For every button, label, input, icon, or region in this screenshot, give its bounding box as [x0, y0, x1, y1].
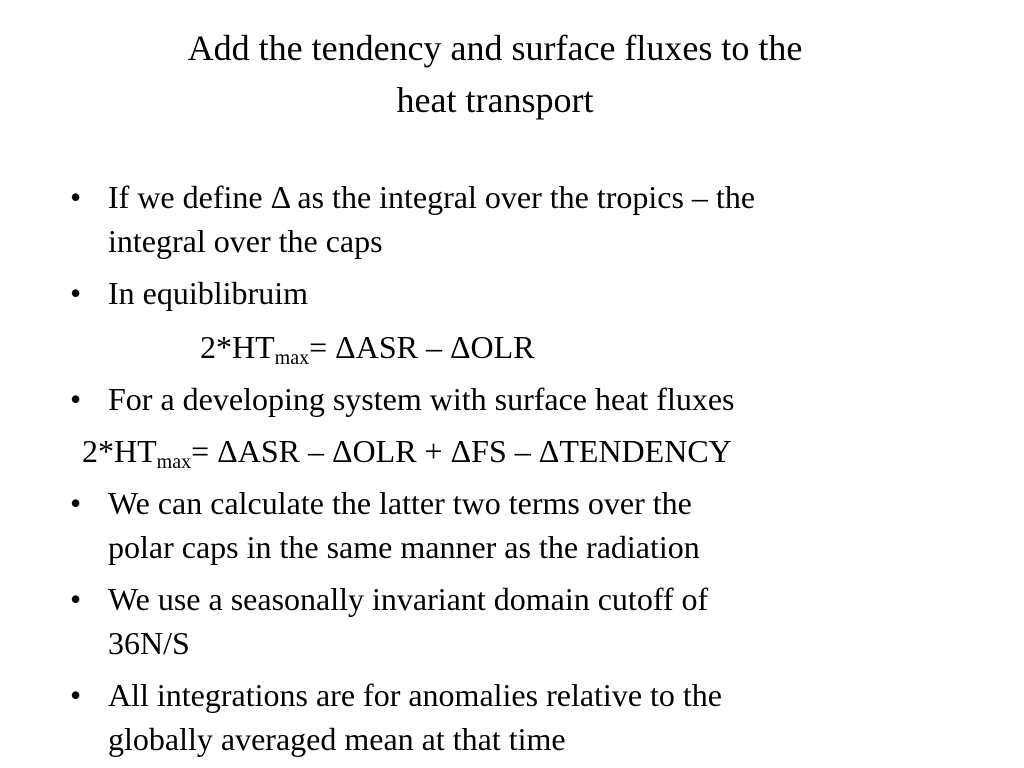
bullet-marker: • [70, 179, 82, 215]
bullet-marker: • [70, 275, 82, 311]
bullet-6-line1: All integrations are for anomalies relative to the [108, 677, 722, 713]
bullet-marker: • [70, 677, 82, 713]
slide-title [90, 22, 900, 126]
slide-title-line2: heat transport [396, 80, 594, 120]
equation-1-subscript: max [274, 347, 310, 369]
bullet-marker: • [70, 381, 82, 417]
bullet-5-line2: 36N/S [108, 625, 190, 661]
bullet-5-line1: We use a seasonally invariant domain cutoff of [108, 581, 709, 617]
bullet-marker: • [70, 581, 82, 617]
bullet-4-line2: polar caps in the same manner as the radiation [108, 529, 700, 565]
equation-2-prefix: 2*HT [82, 433, 157, 469]
bullet-marker: • [70, 485, 82, 521]
bullet-2-line1: In equiblibruim [108, 275, 308, 311]
bullet-4-line1: We can calculate the latter two terms over the [108, 485, 692, 521]
equation-1-rest: = ΔASR – ΔOLR [309, 329, 535, 365]
equation-equilibrium [200, 325, 535, 369]
equation-2-subscript: max [156, 451, 192, 473]
bullet-1-line2: integral over the caps [108, 223, 383, 259]
bullet-6-line2: globally averaged mean at that time [108, 721, 566, 757]
equation-2-rest: = ΔASR – ΔOLR + ΔFS – ΔTENDENCY [191, 433, 732, 469]
equation-developing [82, 429, 732, 473]
bullet-1-line1: If we define Δ as the integral over the tropics – the [108, 179, 756, 215]
bullet-3-line1: For a developing system with surface heat fluxes [108, 381, 735, 417]
equation-1-prefix: 2*HT [200, 329, 275, 365]
slide-title-line1: Add the tendency and surface fluxes to the [187, 28, 803, 68]
